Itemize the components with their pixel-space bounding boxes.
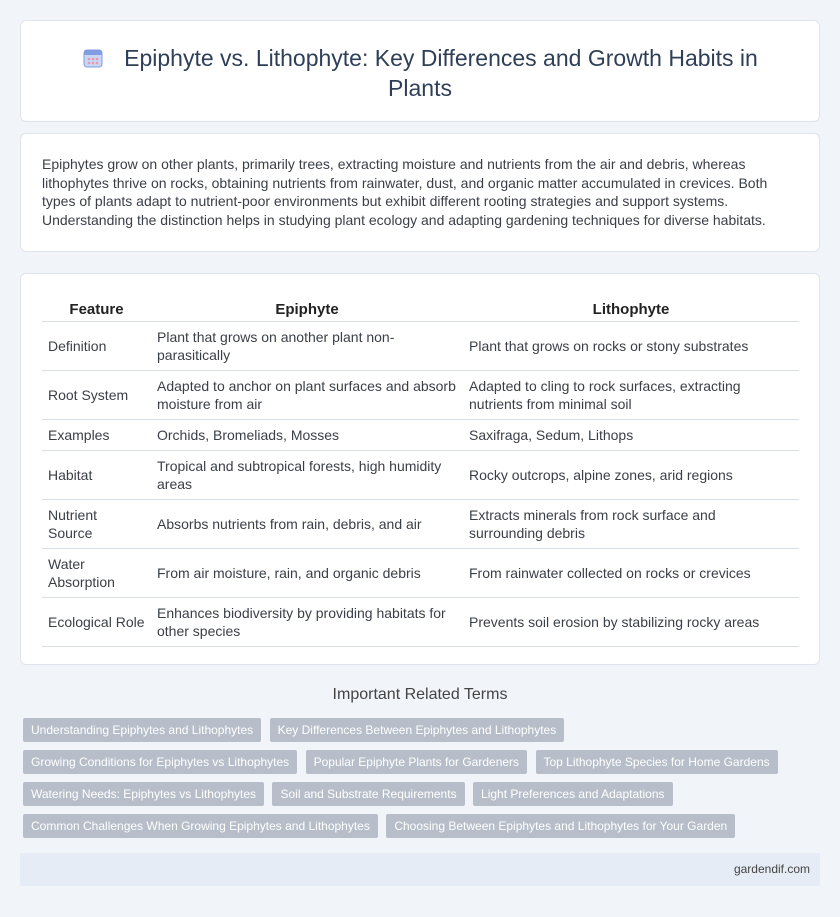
cell-feature: Nutrient Source bbox=[42, 499, 151, 548]
cell-lithophyte: Plant that grows on rocks or stony substrates bbox=[463, 321, 799, 370]
comparison-table bbox=[42, 297, 799, 647]
page-title-wrap bbox=[61, 43, 779, 103]
tag-row bbox=[23, 782, 823, 814]
cell-epiphyte: Absorbs nutrients from rain, debris, and air bbox=[151, 499, 463, 548]
cell-feature: Examples bbox=[42, 419, 151, 450]
related-term-tag[interactable]: Choosing Between Epiphytes and Lithophytes for Your Garden bbox=[386, 814, 735, 838]
cell-epiphyte: Adapted to anchor on plant surfaces and absorb moisture from air bbox=[151, 370, 463, 419]
related-term-tag[interactable]: Top Lithophyte Species for Home Gardens bbox=[536, 750, 778, 774]
related-term-tag[interactable]: Watering Needs: Epiphytes vs Lithophytes bbox=[23, 782, 264, 806]
related-term-tag[interactable]: Soil and Substrate Requirements bbox=[272, 782, 464, 806]
tag-row bbox=[23, 750, 823, 782]
related-term-tag[interactable]: Growing Conditions for Epiphytes vs Lithophytes bbox=[23, 750, 297, 774]
related-term-tag[interactable]: Popular Epiphyte Plants for Gardeners bbox=[306, 750, 527, 774]
cell-feature: Root System bbox=[42, 370, 151, 419]
table-row bbox=[42, 597, 799, 646]
header-lithophyte: Lithophyte bbox=[463, 297, 799, 321]
related-terms-tags bbox=[23, 718, 823, 846]
related-term-tag[interactable]: Light Preferences and Adaptations bbox=[473, 782, 672, 806]
cell-lithophyte: Saxifraga, Sedum, Lithops bbox=[463, 419, 799, 450]
cell-epiphyte: Orchids, Bromeliads, Mosses bbox=[151, 419, 463, 450]
cell-lithophyte: Adapted to cling to rock surfaces, extracting nutrients from minimal soil bbox=[463, 370, 799, 419]
related-terms-heading: Important Related Terms bbox=[332, 686, 508, 703]
table-row bbox=[42, 548, 799, 597]
footer bbox=[20, 853, 820, 886]
cell-lithophyte: Extracts minerals from rock surface and surrounding debris bbox=[463, 499, 799, 548]
cell-epiphyte: From air moisture, rain, and organic debris bbox=[151, 548, 463, 597]
cell-lithophyte: Prevents soil erosion by stabilizing rocky areas bbox=[463, 597, 799, 646]
related-term-tag[interactable]: Common Challenges When Growing Epiphytes and Lithophytes bbox=[23, 814, 378, 838]
cell-epiphyte: Plant that grows on another plant non-parasitically bbox=[151, 321, 463, 370]
table-row bbox=[42, 321, 799, 370]
cell-epiphyte: Tropical and subtropical forests, high humidity areas bbox=[151, 450, 463, 499]
header-epiphyte: Epiphyte bbox=[151, 297, 463, 321]
table-header-row bbox=[42, 297, 799, 321]
calendar-icon bbox=[82, 47, 104, 69]
tag-row bbox=[23, 718, 823, 750]
table-row bbox=[42, 450, 799, 499]
related-term-tag[interactable]: Understanding Epiphytes and Lithophytes bbox=[23, 718, 261, 742]
cell-lithophyte: From rainwater collected on rocks or crevices bbox=[463, 548, 799, 597]
cell-feature: Water Absorption bbox=[42, 548, 151, 597]
page-title: Epiphyte vs. Lithophyte: Key Differences and Growth Habits in Plants bbox=[124, 45, 758, 101]
cell-epiphyte: Enhances biodiversity by providing habitats for other species bbox=[151, 597, 463, 646]
cell-feature: Ecological Role bbox=[42, 597, 151, 646]
table-row bbox=[42, 419, 799, 450]
tag-row bbox=[23, 814, 823, 846]
cell-feature: Habitat bbox=[42, 450, 151, 499]
intro-paragraph: Epiphytes grow on other plants, primarily trees, extracting moisture and nutrients from the air and debris, whereas lithophytes thrive on rocks, obtaining nutrients from rainwater, dust, and organic matter accumulated in crevices. Both types of plants adapt to nutrient-poor environments but exhibit different rooting strategies and support systems. Understanding the distinction helps in studying plant ecology and adapting gardening techniques for diverse habitats. bbox=[42, 156, 768, 228]
header-feature: Feature bbox=[42, 297, 151, 321]
cell-lithophyte: Rocky outcrops, alpine zones, arid regions bbox=[463, 450, 799, 499]
table-row bbox=[42, 370, 799, 419]
comparison-card bbox=[20, 273, 820, 665]
footer-site-link[interactable]: gardendif.com bbox=[733, 862, 810, 876]
title-card bbox=[20, 20, 820, 122]
intro-card bbox=[20, 133, 820, 252]
related-term-tag[interactable]: Key Differences Between Epiphytes and Lithophytes bbox=[270, 718, 565, 742]
cell-feature: Definition bbox=[42, 321, 151, 370]
table-row bbox=[42, 499, 799, 548]
